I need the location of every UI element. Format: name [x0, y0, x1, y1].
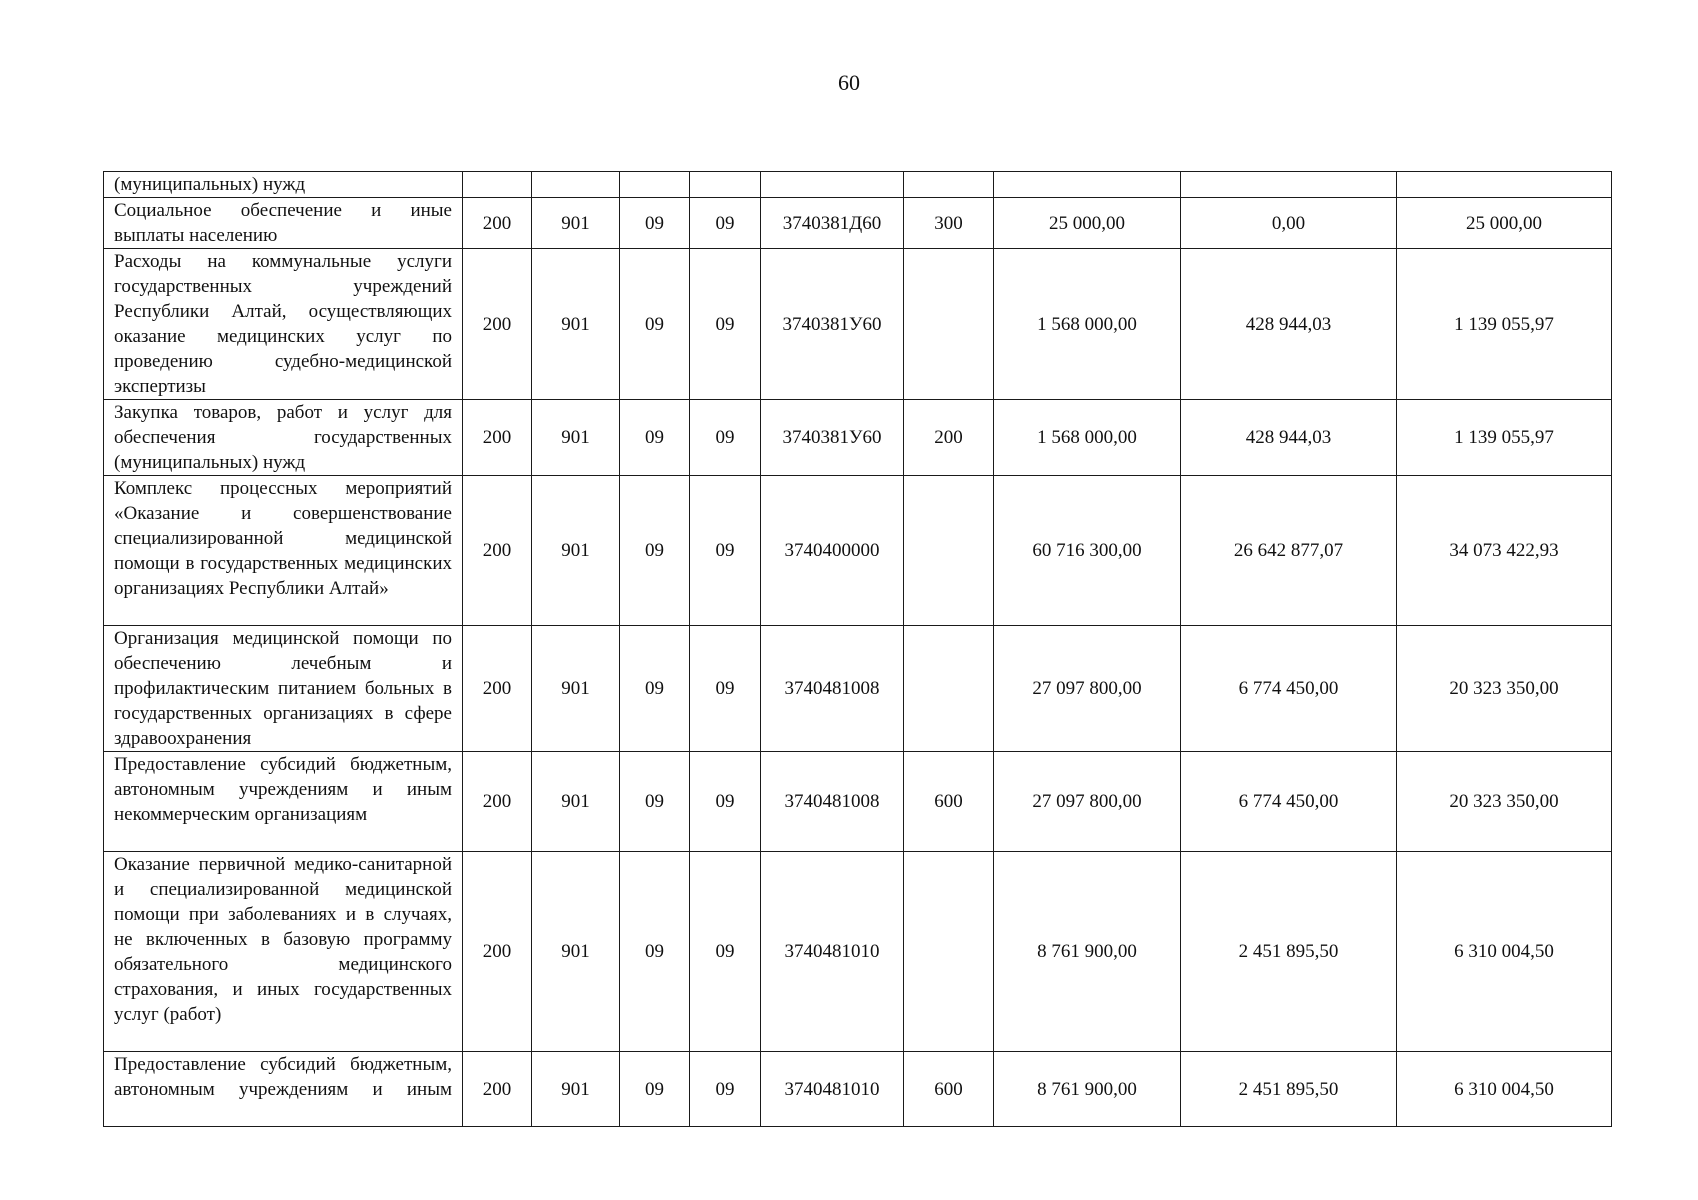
- code-cell: [904, 476, 994, 626]
- amount-cell: 1 568 000,00: [994, 249, 1181, 400]
- code-cell: 09: [620, 476, 690, 626]
- table-row: [104, 1052, 1612, 1127]
- code-cell: 09: [620, 852, 690, 1052]
- amount-cell: 8 761 900,00: [994, 852, 1181, 1052]
- code-cell: 09: [690, 752, 761, 852]
- spent-cell: 6 774 450,00: [1181, 752, 1397, 852]
- table-row: [104, 400, 1612, 476]
- row-name: Комплекс процессных мероприятий «Оказание и совершенствование специализированной медицинской помощи в государственных медицинских организациях Республики Алтай»: [104, 476, 463, 626]
- code-cell: 901: [532, 198, 620, 249]
- code-cell: 200: [463, 852, 532, 1052]
- code-cell: 200: [463, 198, 532, 249]
- code-cell: 09: [690, 249, 761, 400]
- code-cell: 600: [904, 1052, 994, 1127]
- table-row: [104, 172, 1612, 198]
- spent-cell: 0,00: [1181, 198, 1397, 249]
- code-cell: 09: [620, 1052, 690, 1127]
- code-cell: 200: [904, 400, 994, 476]
- code-cell: 200: [463, 400, 532, 476]
- spent-cell: 2 451 895,50: [1181, 1052, 1397, 1127]
- code-cell: 200: [463, 249, 532, 400]
- table-row: [104, 752, 1612, 852]
- code-cell: 09: [620, 626, 690, 752]
- code-cell: 901: [532, 400, 620, 476]
- code-cell: [463, 172, 532, 198]
- code-cell: 3740481008: [761, 752, 904, 852]
- code-cell: 200: [463, 1052, 532, 1127]
- code-cell: 901: [532, 852, 620, 1052]
- code-cell: 09: [690, 198, 761, 249]
- code-cell: 3740481010: [761, 1052, 904, 1127]
- code-cell: 09: [690, 1052, 761, 1127]
- code-cell: 3740381У60: [761, 249, 904, 400]
- code-cell: 3740481008: [761, 626, 904, 752]
- amount-cell: 27 097 800,00: [994, 752, 1181, 852]
- remain-cell: 25 000,00: [1397, 198, 1612, 249]
- code-cell: 901: [532, 1052, 620, 1127]
- code-cell: 901: [532, 626, 620, 752]
- code-cell: [904, 249, 994, 400]
- code-cell: 901: [532, 752, 620, 852]
- budget-table: [103, 171, 1612, 1127]
- code-cell: 3740381Д60: [761, 198, 904, 249]
- code-cell: 200: [463, 752, 532, 852]
- code-cell: 600: [904, 752, 994, 852]
- table-row: [104, 249, 1612, 400]
- remain-cell: 20 323 350,00: [1397, 752, 1612, 852]
- amount-cell: 60 716 300,00: [994, 476, 1181, 626]
- table-row: [104, 626, 1612, 752]
- row-name: Закупка товаров, работ и услуг для обеспечения государственных (муниципальных) нужд: [104, 400, 463, 476]
- remain-cell: 20 323 350,00: [1397, 626, 1612, 752]
- code-cell: [690, 172, 761, 198]
- remain-cell: 1 139 055,97: [1397, 400, 1612, 476]
- amount-cell: [994, 172, 1181, 198]
- remain-cell: 1 139 055,97: [1397, 249, 1612, 400]
- code-cell: 3740400000: [761, 476, 904, 626]
- spent-cell: [1181, 172, 1397, 198]
- row-name: Оказание первичной медико-санитарной и специализированной медицинской помощи при заболеваниях и в случаях, не включенных в базовую программу обязательного медицинского страхования, и иных государственных услуг (работ): [104, 852, 463, 1052]
- table-row: [104, 198, 1612, 249]
- remain-cell: 6 310 004,50: [1397, 852, 1612, 1052]
- code-cell: 901: [532, 249, 620, 400]
- amount-cell: 8 761 900,00: [994, 1052, 1181, 1127]
- code-cell: 300: [904, 198, 994, 249]
- code-cell: [904, 852, 994, 1052]
- code-cell: 09: [690, 852, 761, 1052]
- table-row: [104, 476, 1612, 626]
- row-name: Предоставление субсидий бюджетным, автономным учреждениям и иным: [104, 1052, 463, 1127]
- spent-cell: 6 774 450,00: [1181, 626, 1397, 752]
- code-cell: 09: [620, 400, 690, 476]
- code-cell: 3740381У60: [761, 400, 904, 476]
- row-name: Предоставление субсидий бюджетным, автономным учреждениям и иным некоммерческим организациям: [104, 752, 463, 852]
- row-name: Расходы на коммунальные услуги государственных учреждений Республики Алтай, осуществляющих оказание медицинских услуг по проведению судебно-медицинской экспертизы: [104, 249, 463, 400]
- row-name: (муниципальных) нужд: [104, 172, 463, 198]
- code-cell: [620, 172, 690, 198]
- code-cell: 09: [620, 249, 690, 400]
- code-cell: 09: [690, 400, 761, 476]
- code-cell: 901: [532, 476, 620, 626]
- spent-cell: 2 451 895,50: [1181, 852, 1397, 1052]
- row-name: Социальное обеспечение и иные выплаты населению: [104, 198, 463, 249]
- code-cell: 09: [690, 626, 761, 752]
- code-cell: 09: [690, 476, 761, 626]
- remain-cell: 34 073 422,93: [1397, 476, 1612, 626]
- amount-cell: 1 568 000,00: [994, 400, 1181, 476]
- code-cell: 09: [620, 752, 690, 852]
- spent-cell: 428 944,03: [1181, 249, 1397, 400]
- spent-cell: 428 944,03: [1181, 400, 1397, 476]
- code-cell: 3740481010: [761, 852, 904, 1052]
- spent-cell: 26 642 877,07: [1181, 476, 1397, 626]
- code-cell: [532, 172, 620, 198]
- table-row: [104, 852, 1612, 1052]
- code-cell: [904, 172, 994, 198]
- code-cell: 09: [620, 198, 690, 249]
- amount-cell: 27 097 800,00: [994, 626, 1181, 752]
- row-name: Организация медицинской помощи по обеспечению лечебным и профилактическим питанием больных в государственных организациях в сфере здравоохранения: [104, 626, 463, 752]
- code-cell: [904, 626, 994, 752]
- code-cell: 200: [463, 476, 532, 626]
- page-number: 60: [838, 70, 860, 95]
- remain-cell: [1397, 172, 1612, 198]
- amount-cell: 25 000,00: [994, 198, 1181, 249]
- code-cell: [761, 172, 904, 198]
- code-cell: 200: [463, 626, 532, 752]
- remain-cell: 6 310 004,50: [1397, 1052, 1612, 1127]
